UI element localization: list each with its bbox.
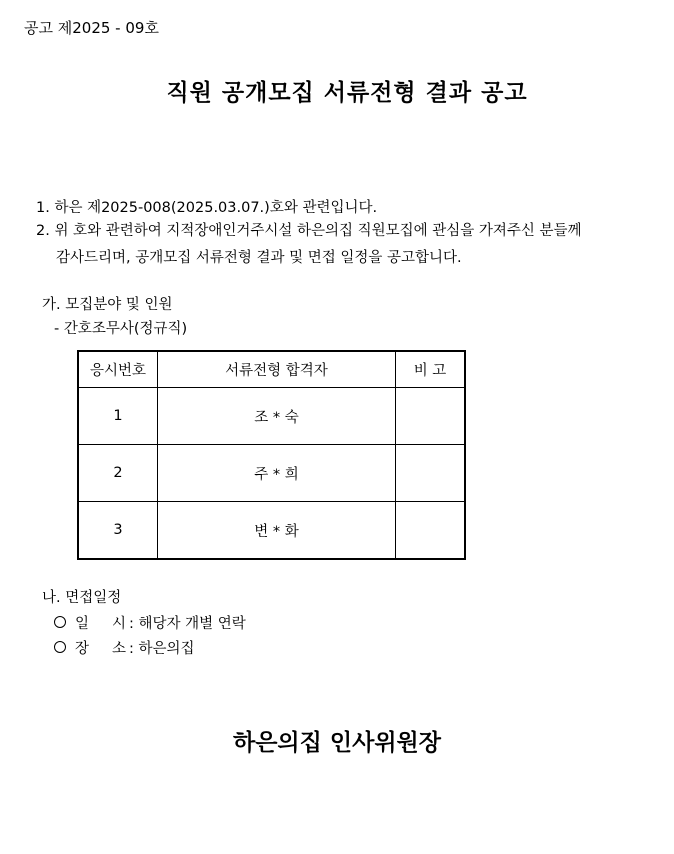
table-row [78,502,465,560]
document-number: 공고 제2025 - 09호 [24,19,159,37]
header-remarks: 비 고 [396,351,466,388]
header-passed-applicant: 서류전형 합격자 [158,351,396,388]
paragraph-1: 1. 하은 제2025-008(2025.03.07.)호와 관련입니다. [36,200,378,216]
table-header-row [78,351,465,388]
cell-name: 변 * 화 [158,502,396,560]
schedule-item-date [54,612,246,633]
schedule-label: 장 소 [75,641,127,657]
paragraph-2-line-2: 감사드리며, 공개모집 서류전형 결과 및 면접 일정을 공고합니다. [56,250,462,266]
results-table [77,350,466,560]
cell-note [396,388,466,445]
cell-name: 조 * 숙 [158,388,396,445]
header-applicant-number: 응시번호 [78,351,158,388]
schedule-label: 일 시 [75,616,127,632]
cell-number: 3 [78,502,158,560]
section-a-heading: 가. 모집분야 및 인원 [42,297,173,313]
table-row [78,445,465,502]
signer: 하은의집 인사위원장 [233,730,441,756]
circle-bullet-icon [54,616,66,628]
schedule-value: : 해당자 개별 연락 [129,616,246,632]
cell-number: 1 [78,388,158,445]
document-title: 직원 공개모집 서류전형 결과 공고 [166,80,528,106]
cell-number: 2 [78,445,158,502]
circle-bullet-icon [54,641,66,653]
section-b-heading: 나. 면접일정 [42,590,122,606]
cell-name: 주 * 희 [158,445,396,502]
paragraph-2-line-1: 2. 위 호와 관련하여 지적장애인거주시설 하은의집 직원모집에 관심을 가져주신 분들께 [36,223,582,239]
section-a-subheading: - 간호조무사(정규직) [54,321,188,337]
cell-note [396,445,466,502]
schedule-item-place [54,637,195,658]
table-row [78,388,465,445]
schedule-value: : 하은의집 [129,641,195,657]
cell-note [396,502,466,560]
